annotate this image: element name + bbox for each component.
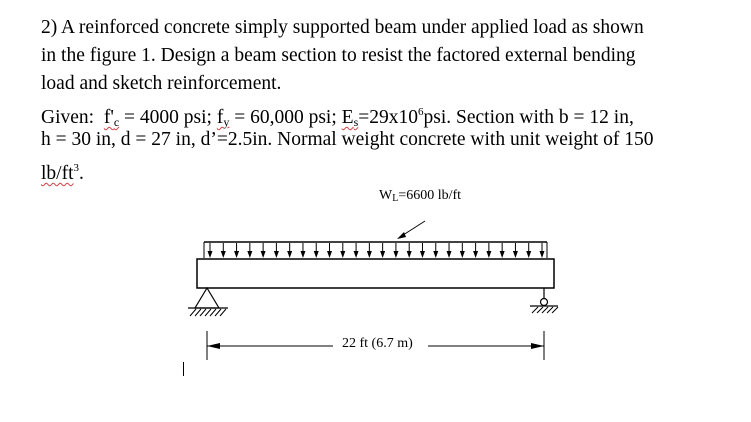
load-arrow-head — [287, 251, 292, 258]
load-arrow-head — [208, 251, 213, 258]
load-label: WL=6600 lb/ft — [379, 188, 462, 204]
load-arrow-head — [314, 251, 319, 258]
problem-line-5: h = 30 in, d = 27 in, d’=2.5in. Normal weight concrete with unit weight of 150 — [41, 129, 654, 150]
load-arrow-head — [221, 251, 226, 258]
unit-weight-exponent: 3 — [73, 162, 79, 174]
unit-weight-line: $lb/ft^3$. — [41, 162, 84, 184]
roller-ground-hatch — [532, 307, 558, 313]
fy-value: = 60,000 psi; — [229, 107, 342, 128]
load-arrows — [208, 243, 545, 258]
load-arrow-head — [354, 251, 359, 258]
load-arrow-head — [513, 251, 518, 258]
es-symbol: $E_s$ — [341, 107, 359, 129]
load-arrow-head — [407, 251, 412, 258]
es-unit: psi. Section with b = 12 in, — [423, 107, 634, 128]
load-arrow-head — [300, 251, 305, 258]
beam — [197, 259, 554, 288]
given-label: Given: — [41, 107, 95, 128]
load-arrow-head — [447, 251, 452, 258]
load-arrow-head — [486, 251, 491, 258]
load-arrow-head — [500, 251, 505, 258]
span-label: 22 ft (6.7 m) — [342, 336, 413, 351]
load-arrow-head — [234, 251, 239, 258]
pin-ground-hatch — [190, 309, 226, 316]
load-arrow-head — [274, 251, 279, 258]
load-arrow-head — [261, 251, 266, 258]
es-value: =29x10 — [358, 107, 418, 128]
pin-support — [195, 288, 219, 308]
load-arrow-head — [473, 251, 478, 258]
unit-weight-unit: lb/ft — [41, 163, 74, 184]
load-arrow-head — [247, 251, 252, 258]
problem-line-2: in the figure 1. Design a beam section to resist the factored external bending — [41, 45, 636, 66]
load-arrow-head — [433, 251, 438, 258]
load-leader-arrowhead — [397, 232, 406, 239]
dimension-arrow-right — [531, 343, 544, 349]
load-arrow-head — [540, 251, 545, 258]
problem-line-3: load and sketch reinforcement. — [41, 73, 282, 94]
dimension-arrow-left — [207, 343, 220, 349]
load-arrow-head — [420, 251, 425, 258]
load-arrow-head — [460, 251, 465, 258]
es-exponent: 6 — [417, 106, 424, 118]
fy-symbol: $f_y$ — [216, 107, 230, 129]
problem-line-1: 2) A reinforced concrete simply supported beam under applied load as shown — [41, 17, 644, 38]
load-arrow-head — [340, 251, 345, 258]
fc-value: = 4000 psi; — [119, 107, 217, 128]
load-arrow-head — [367, 251, 372, 258]
load-arrow-head — [393, 251, 398, 258]
load-arrow-head — [526, 251, 531, 258]
load-arrow-head — [380, 251, 385, 258]
fc-symbol: $f'_c$ — [103, 107, 120, 129]
text-cursor — [183, 362, 184, 376]
load-arrow-head — [327, 251, 332, 258]
roller-wheel — [541, 299, 548, 306]
